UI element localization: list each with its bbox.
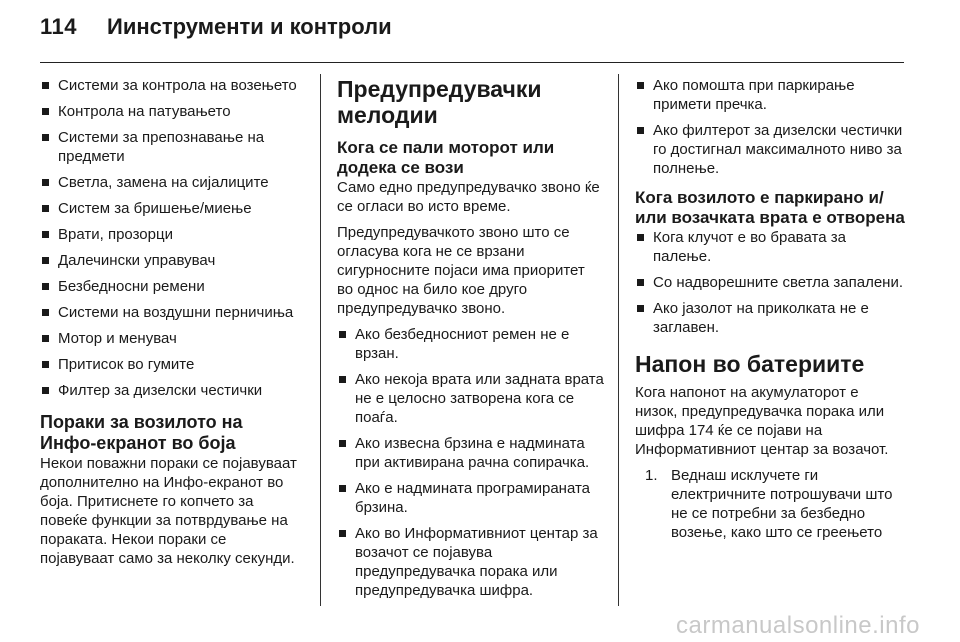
list-item: Ако јазолот на приколката не е заглавен.: [635, 299, 905, 337]
chime-list-continued: [635, 76, 905, 178]
watermark: carmanualsonline.info: [676, 612, 920, 639]
step-text: Веднаш исклучете ги електричните потрошувачи што не се потребни за безбедно возење, како што се греењето: [671, 467, 893, 541]
list-item: Ако филтерот за дизелски честички го достигнал максималното ниво за полнење.: [635, 121, 905, 178]
list-item: Филтер за дизелски честички: [40, 381, 302, 400]
header-rule: [40, 62, 904, 63]
parked-list: [635, 228, 905, 337]
section-heading: Пораки за возилото на Инфо-екранот во боја: [40, 412, 243, 453]
list-item: Врати, прозорци: [40, 225, 302, 244]
list-item: Ако некоја врата или задната врата не е целосно затворена кога се поаѓа.: [337, 370, 605, 427]
column-divider: [618, 74, 619, 606]
section-heading: Предупредувачки мелодии: [337, 76, 542, 128]
paragraph: Некои поважни пораки се појавуваат дополнително на Инфо-екранот во боја. Притиснете го копчето за повеќе функции за потврдување на пораката. Некои пораки се појавуваат само за неколку секунди.: [40, 455, 297, 567]
paragraph: Само едно предупредувачко звоно ќе се огласи во исто време.: [337, 179, 600, 215]
list-item: Кога клучот е во бравата за палење.: [635, 228, 905, 266]
list-item: Ако е надмината програмираната брзина.: [337, 479, 605, 517]
column-1: [40, 76, 302, 575]
subsection-heading: Кога се пали моторот или додека се вози: [337, 138, 555, 177]
list-item: [645, 466, 905, 542]
page-title: Иинструменти и контроли: [107, 14, 392, 39]
page-header: [40, 14, 392, 48]
paragraph: Кога напонот на акумулаторот е низок, предупредувачка порака или шифра 174 ќе се појави на Информативниот центар за возачот.: [635, 384, 889, 458]
list-item: Безбедносни ремени: [40, 277, 302, 296]
list-item: Систем за бришење/миење: [40, 199, 302, 218]
step-number: 1.: [645, 467, 658, 484]
list-item: Контрола на патувањето: [40, 102, 302, 121]
chime-list: [337, 325, 605, 600]
list-item: Ако помошта при паркирање примети пречка.: [635, 76, 905, 114]
page-number: 114: [40, 14, 77, 39]
list-item: Светла, замена на сијалиците: [40, 173, 302, 192]
systems-list: [40, 76, 302, 400]
column-3: [635, 76, 905, 542]
list-item: Системи за препознавање на предмети: [40, 128, 302, 166]
list-item: Ако во Информативниот центар за возачот се појавува предупредувачка порака или предупредувачка шифра.: [337, 524, 605, 600]
list-item: Ако извесна брзина е надмината при активирана рачна сопирачка.: [337, 434, 605, 472]
list-item: Далечински управувач: [40, 251, 302, 270]
section-heading: Напон во батериите: [635, 351, 865, 377]
subsection-heading: Кога возилото е паркирано и/или возачката врата е отворена: [635, 188, 905, 227]
paragraph: Предупредувачкото звоно што се огласува кога не се врзани сигурносните појаси има приоритет во однос на било кое друго предупредувачко звоно.: [337, 224, 585, 317]
list-item: Системи за контрола на возењето: [40, 76, 302, 95]
list-item: Со надворешните светла запалени.: [635, 273, 905, 292]
column-divider: [320, 74, 321, 606]
list-item: Мотор и менувач: [40, 329, 302, 348]
list-item: Системи на воздушни перничиња: [40, 303, 302, 322]
list-item: Ако безбедносниот ремен не е врзан.: [337, 325, 605, 363]
list-item: Притисок во гумите: [40, 355, 302, 374]
steps-list: [635, 466, 905, 542]
column-2: [337, 76, 605, 607]
